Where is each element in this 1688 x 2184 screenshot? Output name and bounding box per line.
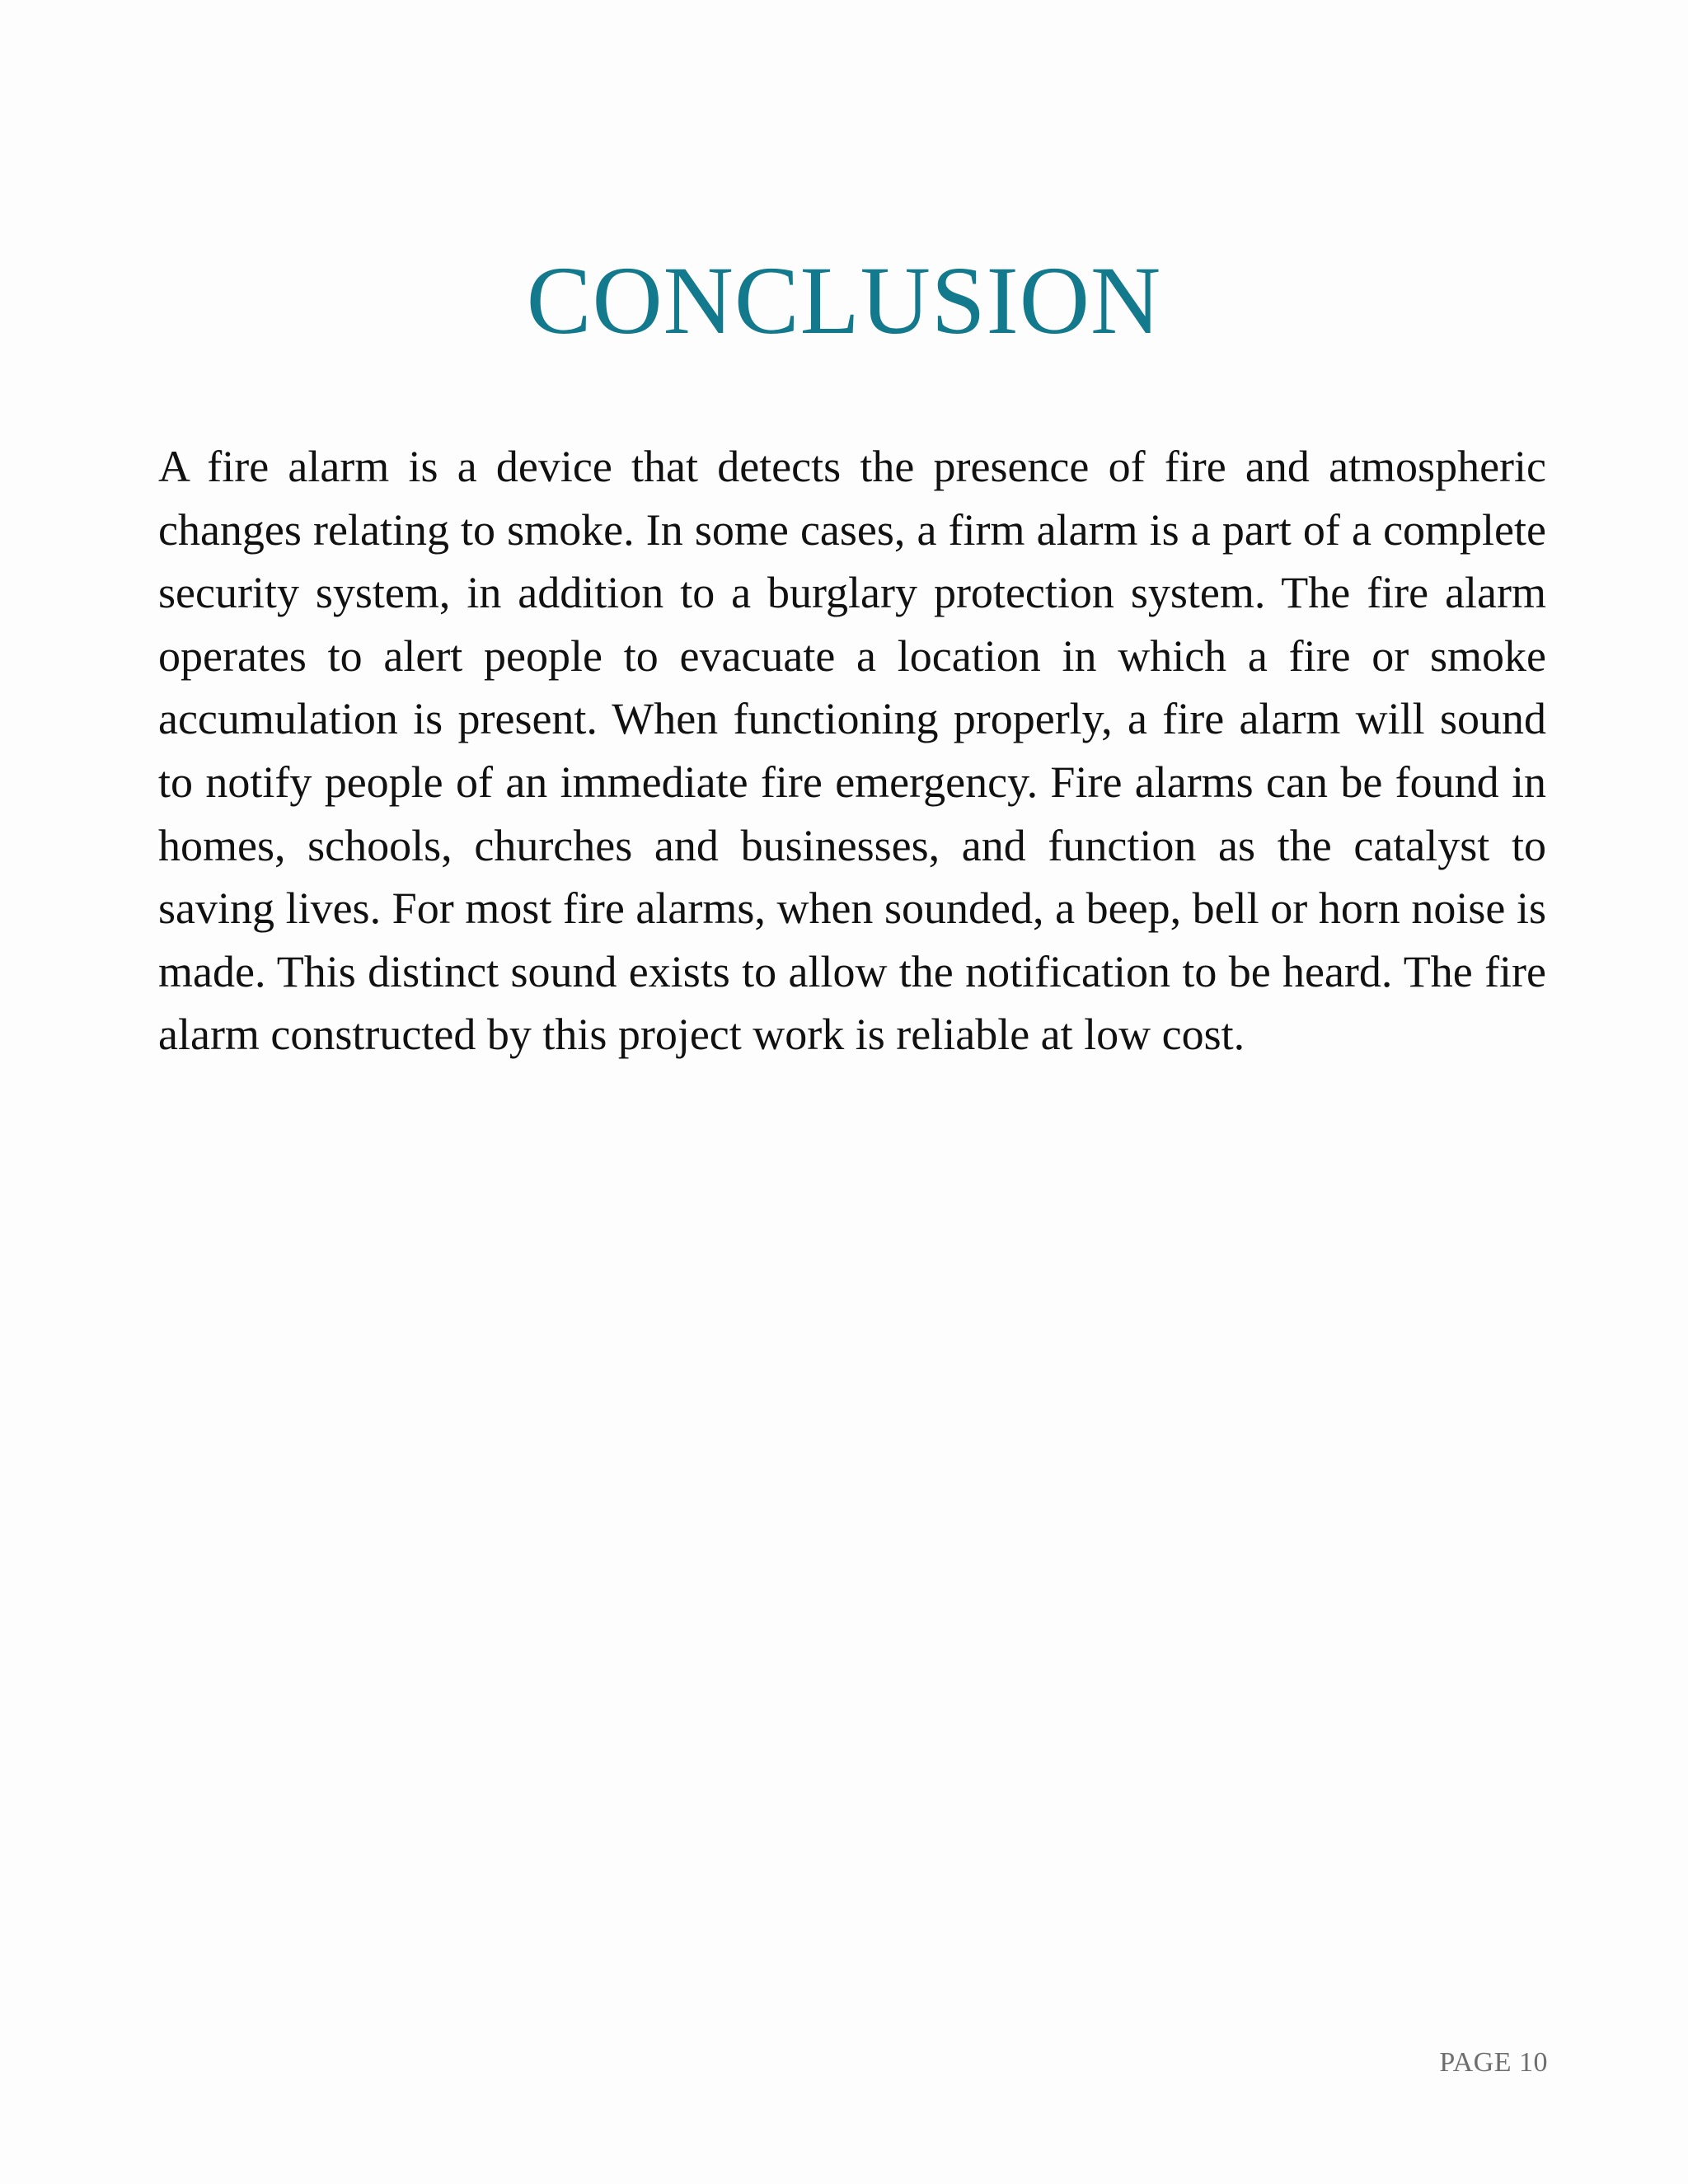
conclusion-paragraph: A fire alarm is a device that detects the presence of fire and atmospheric changes relating to smoke. In some cases, a firm alarm is a part of a complete security system, in addition to a burglary protection system. The fire alarm operates to alert people to evacuate a location in which a fire or smoke accumulation is present. When functioning properly, a fire alarm will sound to notify people of an immediate fire emergency. Fire alarms can be found in homes, schools, churches and businesses, and function as the catalyst to saving lives. For most fire alarms, when sounded, a beep, bell or horn noise is made. This distinct sound exists to allow the notification to be heard. The fire alarm constructed by this project work is reliable at low cost.: [158, 442, 1546, 1060]
page-title: CONCLUSION: [526, 246, 1162, 354]
page-number: PAGE 10: [1439, 2047, 1548, 2078]
